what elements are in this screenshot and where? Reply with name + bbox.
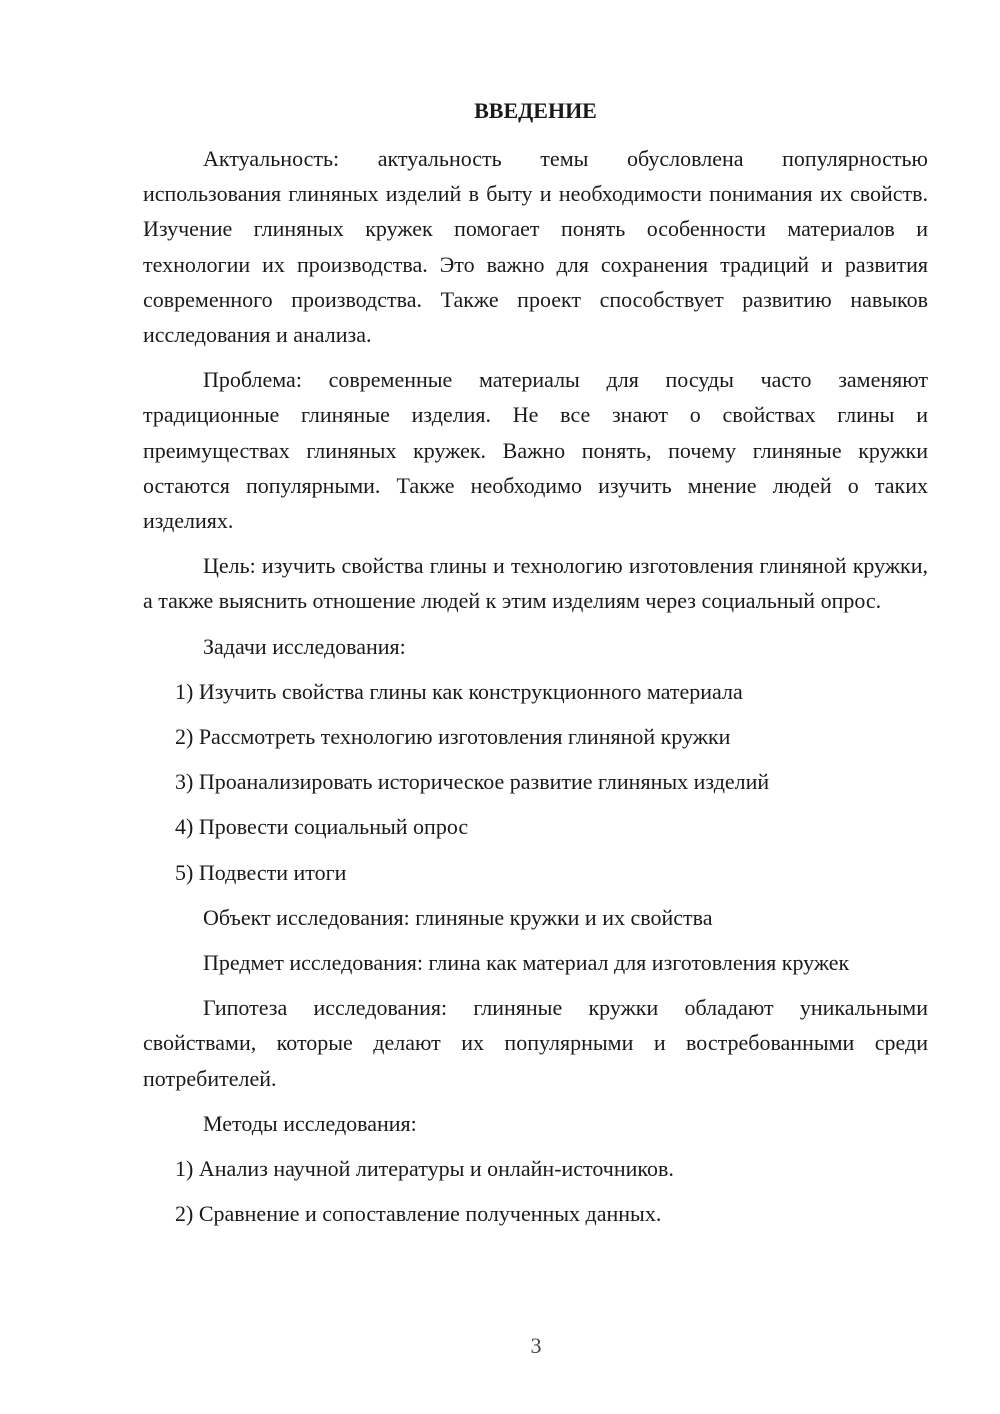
methods-list	[143, 1151, 928, 1231]
task-item: 1) Изучить свойства глины как конструкционного материала	[175, 678, 743, 704]
tasks-list	[143, 674, 928, 890]
task-item: 2) Рассмотреть технологию изготовления глиняной кружки	[175, 724, 731, 750]
object-paragraph: Объект исследования: глиняные кружки и их свойства	[203, 904, 713, 930]
goal-paragraph: Цель: изучить свойства глины и технологию изготовления глиняной кружки, а также выяснить отношение людей к этим изделиям через социальный опрос.	[143, 553, 928, 614]
section-title: ВВЕДЕНИЕ	[474, 98, 597, 123]
hypothesis-paragraph: Гипотеза исследования: глиняные кружки обладают уникальными свойствами, которые делают их популярными и востребованными среди потребителей.	[143, 995, 928, 1091]
method-item: 2) Сравнение и сопоставление полученных данных.	[175, 1201, 662, 1227]
problem-paragraph: Проблема: современные материалы для посуды часто заменяют традиционные глиняные изделия. Не все знают о свойствах глины и преимуществах глиняных кружек. Важно понять, почему глиняные кружки остаются популярными. Также необходимо изучить мнение людей о таких изделиях.	[143, 367, 928, 534]
page-content	[143, 95, 928, 1241]
task-item: 5) Подвести итоги	[175, 859, 347, 885]
task-item: 3) Проанализировать историческое развитие глиняных изделий	[175, 769, 770, 795]
relevance-paragraph: Актуальность: актуальность темы обусловлена популярностью использования глиняных изделий в быту и необходимости понимания их свойств. Изучение глиняных кружек помогает понять особенности материалов и технологии их производства. Это важно для сохранения традиций и развития современного производства. Также проект способствует развитию навыков исследования и анализа.	[143, 146, 928, 348]
subject-paragraph: Предмет исследования: глина как материал для изготовления кружек	[203, 950, 850, 976]
page-number: 3	[530, 1333, 542, 1358]
tasks-heading: Задачи исследования:	[203, 633, 406, 659]
methods-heading: Методы исследования:	[203, 1110, 417, 1136]
method-item: 1) Анализ научной литературы и онлайн-источников.	[175, 1156, 674, 1182]
task-item: 4) Провести социальный опрос	[175, 814, 469, 840]
